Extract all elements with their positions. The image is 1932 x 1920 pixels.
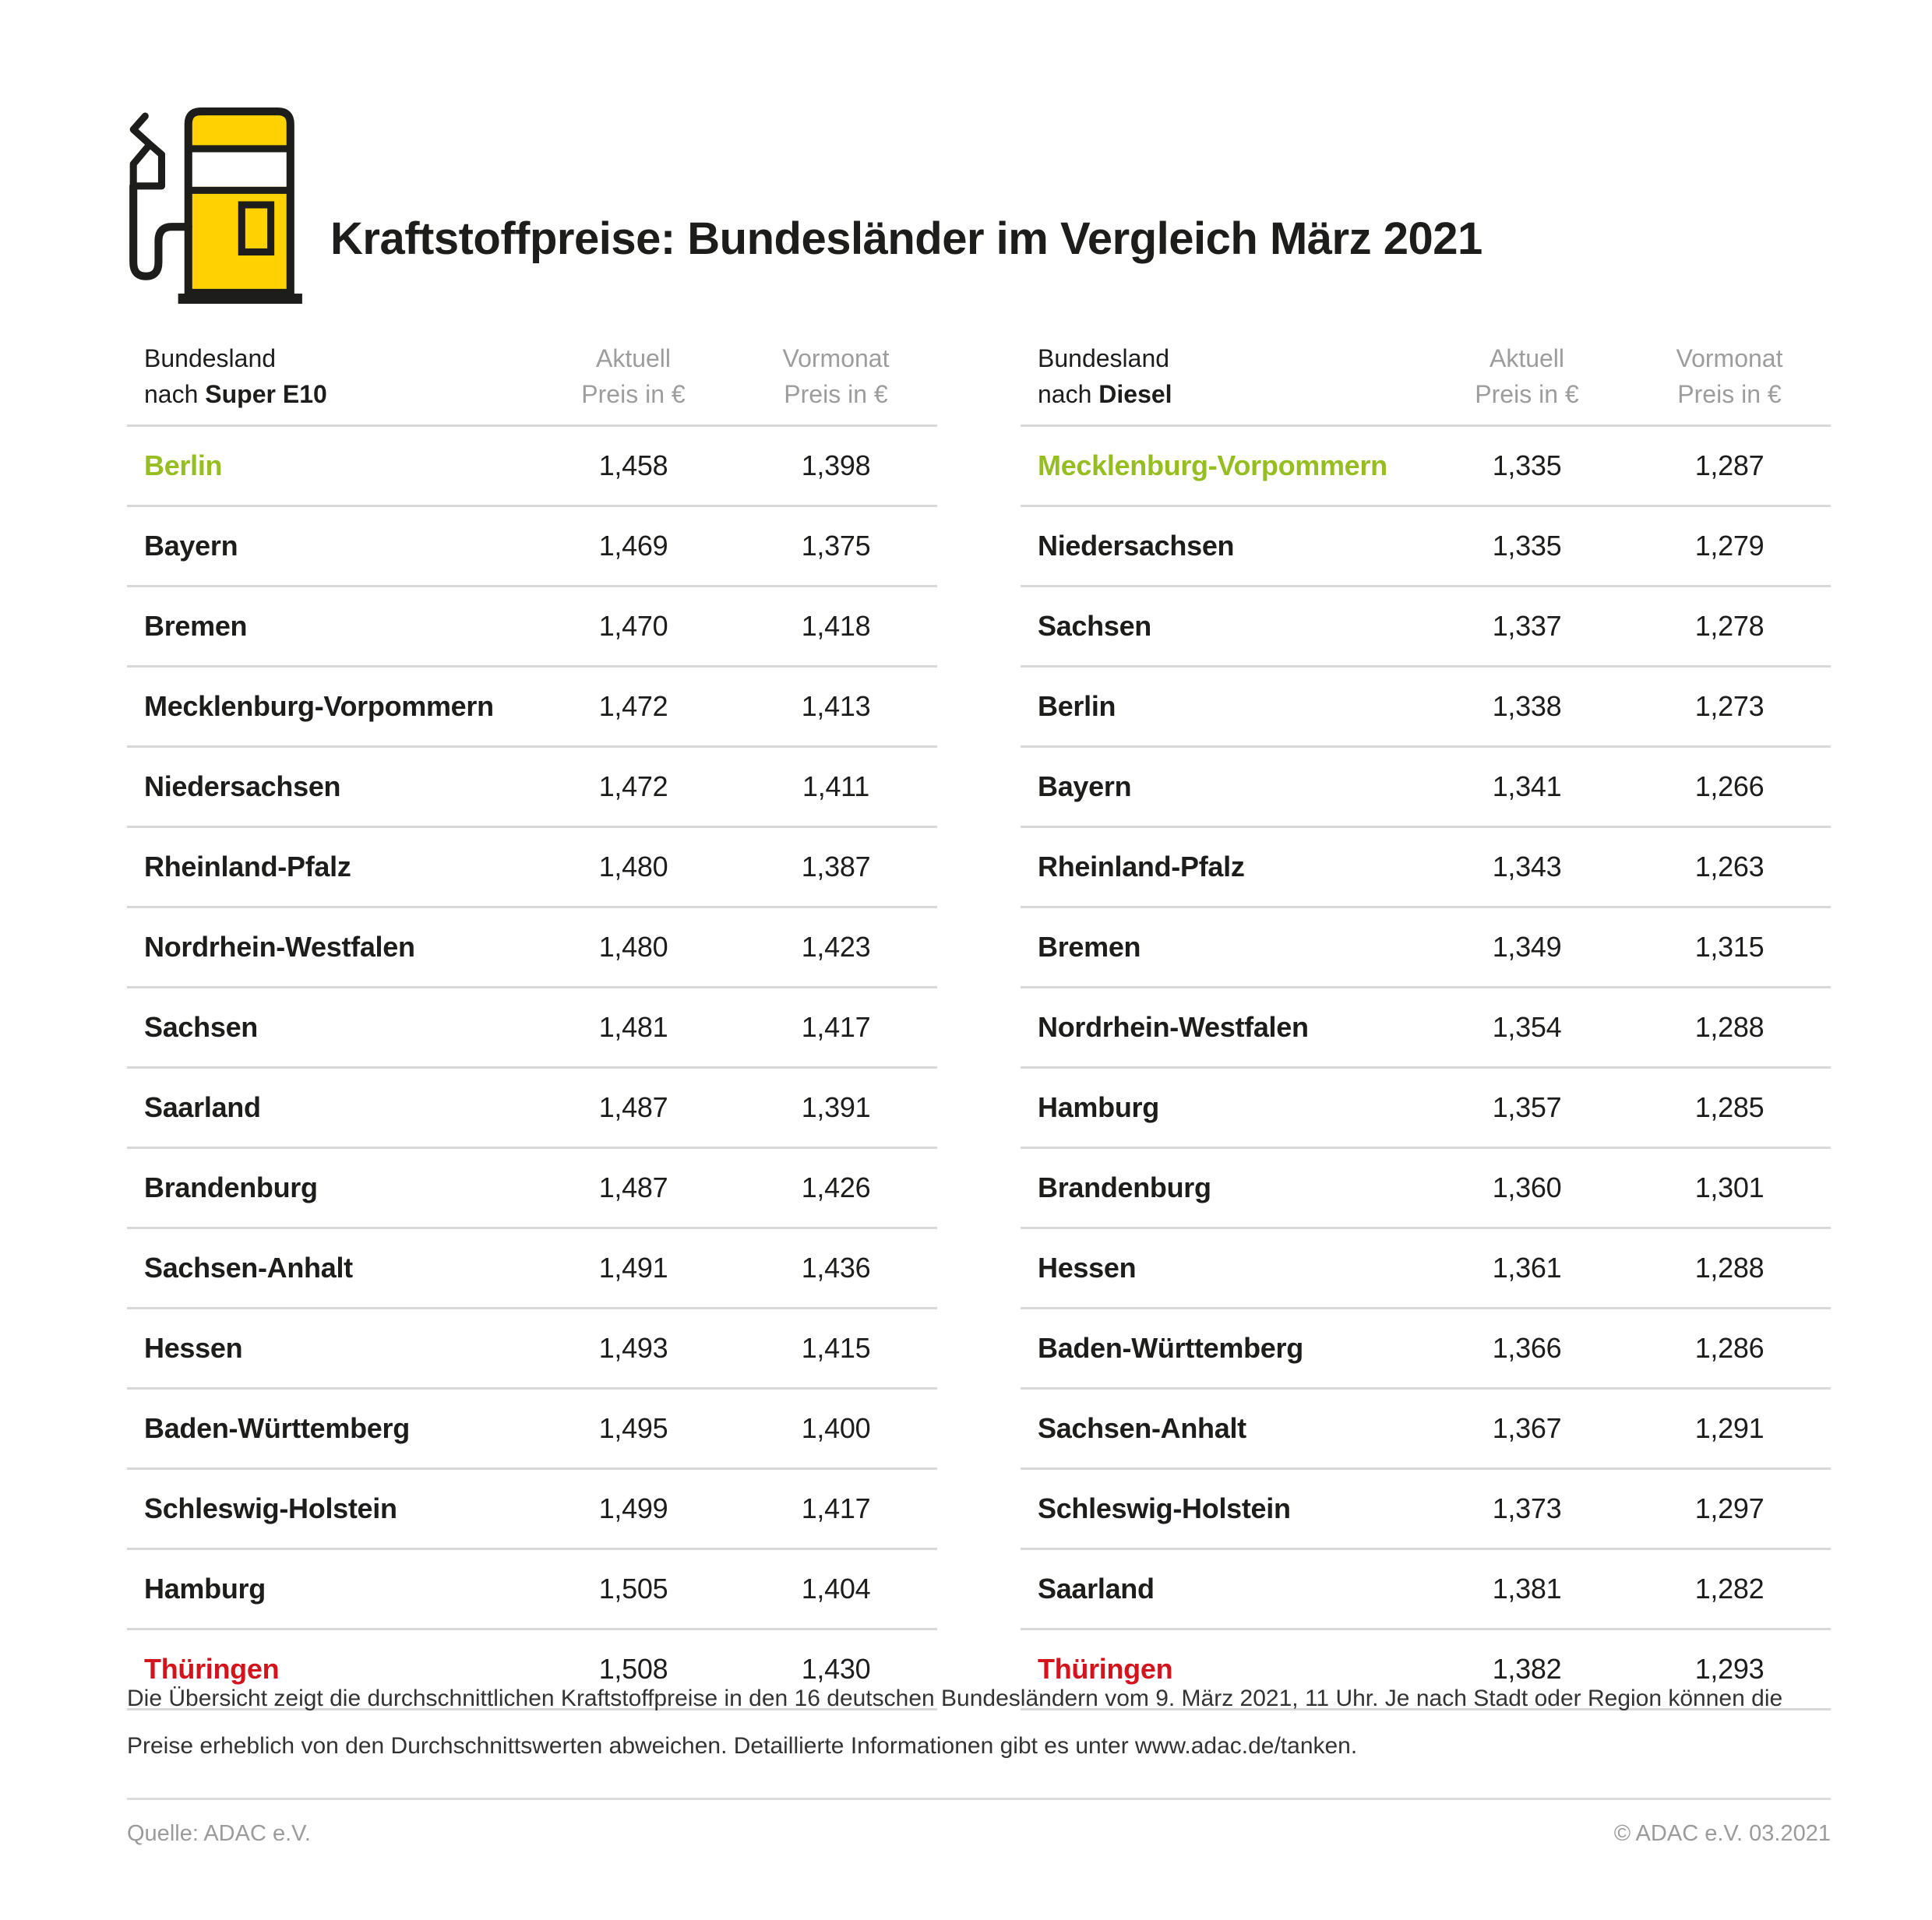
table-row bbox=[127, 507, 937, 587]
vormonat-price: 1,430 bbox=[801, 1653, 871, 1685]
aktuell-price: 1,335 bbox=[1492, 449, 1562, 481]
table-row bbox=[127, 748, 937, 828]
page-title: Kraftstoffpreise: Bundesländer im Vergleich März 2021 bbox=[330, 213, 1482, 265]
aktuell-price: 1,366 bbox=[1492, 1332, 1562, 1364]
footnote-line2: Preise erheblich von den Durchschnittswerten abweichen. Detaillierte Informationen gibt es unter www.adac.de/tanken. bbox=[127, 1733, 1358, 1759]
table-row bbox=[1021, 1550, 1831, 1630]
vormonat-price: 1,301 bbox=[1694, 1171, 1765, 1203]
aktuell-price: 1,487 bbox=[598, 1091, 668, 1123]
vormonat-price: 1,263 bbox=[1694, 851, 1765, 882]
state-name: Bremen bbox=[1038, 931, 1141, 963]
vormonat-price: 1,273 bbox=[1694, 690, 1765, 722]
column-header-state-prefix: nach bbox=[144, 380, 206, 408]
aktuell-price: 1,354 bbox=[1492, 1011, 1562, 1043]
table-row bbox=[1021, 988, 1831, 1069]
table-row bbox=[127, 1550, 937, 1630]
column-header-aktuell: Aktuell Preis in € bbox=[581, 344, 686, 408]
aktuell-price: 1,481 bbox=[598, 1011, 668, 1043]
table-row bbox=[1021, 587, 1831, 668]
vormonat-price: 1,286 bbox=[1694, 1332, 1765, 1364]
fuel-pump-icon bbox=[123, 107, 304, 304]
state-name: Sachsen-Anhalt bbox=[144, 1252, 353, 1284]
table-row bbox=[127, 908, 937, 988]
aktuell-price: 1,361 bbox=[1492, 1252, 1562, 1284]
state-name: Niedersachsen bbox=[1038, 530, 1235, 562]
aktuell-price: 1,487 bbox=[598, 1171, 668, 1203]
aktuell-price: 1,480 bbox=[598, 851, 668, 882]
aktuell-price: 1,337 bbox=[1492, 610, 1562, 642]
vormonat-price: 1,266 bbox=[1694, 770, 1765, 802]
table-row bbox=[127, 1149, 937, 1229]
state-name: Bayern bbox=[144, 530, 238, 562]
state-name: Mecklenburg-Vorpommern bbox=[144, 690, 494, 722]
vormonat-price: 1,417 bbox=[801, 1011, 871, 1043]
state-name: Hessen bbox=[1038, 1252, 1137, 1284]
state-name: Rheinland-Pfalz bbox=[144, 851, 351, 882]
state-name: Sachsen bbox=[1038, 610, 1151, 642]
aktuell-price: 1,508 bbox=[598, 1653, 668, 1685]
vormonat-price: 1,415 bbox=[801, 1332, 871, 1364]
vormonat-price: 1,288 bbox=[1694, 1252, 1765, 1284]
state-name: Niedersachsen bbox=[144, 770, 341, 802]
state-name: Berlin bbox=[1038, 690, 1116, 722]
table-row bbox=[127, 1309, 937, 1390]
state-name: Bayern bbox=[1038, 770, 1132, 802]
table-row bbox=[127, 1390, 937, 1470]
table-row bbox=[127, 427, 937, 507]
vormonat-price: 1,411 bbox=[802, 770, 869, 802]
price-tables bbox=[127, 340, 1831, 1710]
table-row bbox=[127, 1470, 937, 1550]
aktuell-price: 1,499 bbox=[598, 1492, 668, 1524]
vormonat-price: 1,404 bbox=[801, 1573, 871, 1605]
table-row bbox=[1021, 427, 1831, 507]
state-name: Hessen bbox=[144, 1332, 243, 1364]
vormonat-price: 1,315 bbox=[1694, 931, 1765, 963]
vormonat-price: 1,278 bbox=[1694, 610, 1765, 642]
diesel-table bbox=[1021, 340, 1831, 1710]
table-row bbox=[1021, 1149, 1831, 1229]
fuel-type-label: Super E10 bbox=[205, 380, 327, 408]
vormonat-price: 1,426 bbox=[801, 1171, 871, 1203]
aktuell-price: 1,458 bbox=[598, 449, 668, 481]
vormonat-price: 1,282 bbox=[1694, 1573, 1765, 1605]
copyright-label: © ADAC e.V. 03.2021 bbox=[1613, 1821, 1831, 1846]
aktuell-price: 1,367 bbox=[1492, 1412, 1562, 1444]
aktuell-price: 1,343 bbox=[1492, 851, 1562, 882]
aktuell-price: 1,472 bbox=[598, 690, 668, 722]
vormonat-price: 1,285 bbox=[1694, 1091, 1765, 1123]
fuel-type-label: Diesel bbox=[1098, 380, 1172, 408]
aktuell-price: 1,382 bbox=[1492, 1653, 1562, 1685]
footnote-line1: Die Übersicht zeigt die durchschnittlichen Kraftstoffpreise in den 16 deutschen Bundesländern vom 9. März 2021, 11 Uhr. Je nach Stadt oder Region können die bbox=[127, 1686, 1783, 1711]
state-name: Schleswig-Holstein bbox=[1038, 1492, 1291, 1524]
vormonat-price: 1,387 bbox=[801, 851, 871, 882]
table-row bbox=[1021, 908, 1831, 988]
state-name: Schleswig-Holstein bbox=[144, 1492, 397, 1524]
vormonat-price: 1,436 bbox=[801, 1252, 871, 1284]
state-name: Bremen bbox=[144, 610, 248, 642]
state-name: Mecklenburg-Vorpommern bbox=[1038, 449, 1387, 481]
state-name: Thüringen bbox=[1038, 1653, 1173, 1685]
table-row bbox=[1021, 1069, 1831, 1149]
column-header-state bbox=[1021, 340, 1426, 412]
state-name: Baden-Württemberg bbox=[1038, 1332, 1303, 1364]
state-name: Hamburg bbox=[144, 1573, 266, 1605]
aktuell-price: 1,373 bbox=[1492, 1492, 1562, 1524]
aktuell-price: 1,472 bbox=[598, 770, 668, 802]
aktuell-price: 1,469 bbox=[598, 530, 668, 562]
table-row bbox=[127, 828, 937, 908]
aktuell-price: 1,335 bbox=[1492, 530, 1562, 562]
table-row bbox=[1021, 1309, 1831, 1390]
aktuell-price: 1,338 bbox=[1492, 690, 1562, 722]
table-row bbox=[1021, 748, 1831, 828]
table-rows bbox=[1021, 427, 1831, 1710]
table-row bbox=[127, 1229, 937, 1309]
state-name: Berlin bbox=[144, 449, 223, 481]
table-row bbox=[1021, 1390, 1831, 1470]
table-row bbox=[1021, 668, 1831, 748]
table-row bbox=[127, 668, 937, 748]
aktuell-price: 1,495 bbox=[598, 1412, 668, 1444]
aktuell-price: 1,357 bbox=[1492, 1091, 1562, 1123]
column-header-state-prefix: nach bbox=[1038, 380, 1099, 408]
aktuell-price: 1,470 bbox=[598, 610, 668, 642]
vormonat-price: 1,375 bbox=[801, 530, 871, 562]
state-name: Hamburg bbox=[1038, 1091, 1159, 1123]
table-row bbox=[127, 1069, 937, 1149]
table-row bbox=[127, 988, 937, 1069]
vormonat-price: 1,417 bbox=[801, 1492, 871, 1524]
table-row bbox=[127, 587, 937, 668]
state-name: Brandenburg bbox=[1038, 1171, 1211, 1203]
footer bbox=[127, 1821, 1831, 1847]
aktuell-price: 1,491 bbox=[598, 1252, 668, 1284]
state-name: Brandenburg bbox=[144, 1171, 318, 1203]
state-name: Sachsen bbox=[144, 1011, 258, 1043]
column-header-state-line1: Bundesland bbox=[1038, 344, 1170, 372]
footer-divider bbox=[127, 1798, 1831, 1800]
state-name: Rheinland-Pfalz bbox=[1038, 851, 1245, 882]
column-header-state-line1: Bundesland bbox=[144, 344, 277, 372]
vormonat-price: 1,413 bbox=[801, 690, 871, 722]
column-header-aktuell: Aktuell Preis in € bbox=[1475, 344, 1579, 408]
footnote bbox=[127, 1675, 1856, 1770]
vormonat-price: 1,288 bbox=[1694, 1011, 1765, 1043]
aktuell-price: 1,480 bbox=[598, 931, 668, 963]
state-name: Sachsen-Anhalt bbox=[1038, 1412, 1246, 1444]
table-row bbox=[1021, 1229, 1831, 1309]
vormonat-price: 1,398 bbox=[801, 449, 871, 481]
super-e10-table bbox=[127, 340, 937, 1710]
state-name: Thüringen bbox=[144, 1653, 280, 1685]
aktuell-price: 1,381 bbox=[1492, 1573, 1562, 1605]
state-name: Nordrhein-Westfalen bbox=[1038, 1011, 1309, 1043]
table-header bbox=[1021, 340, 1831, 427]
table-row bbox=[1021, 828, 1831, 908]
state-name: Saarland bbox=[1038, 1573, 1155, 1605]
table-row bbox=[1021, 507, 1831, 587]
column-header-vormonat: Vormonat Preis in € bbox=[782, 344, 890, 408]
vormonat-price: 1,293 bbox=[1694, 1653, 1765, 1685]
vormonat-price: 1,400 bbox=[801, 1412, 871, 1444]
aktuell-price: 1,505 bbox=[598, 1573, 668, 1605]
header bbox=[123, 107, 1482, 304]
vormonat-price: 1,287 bbox=[1694, 449, 1765, 481]
vormonat-price: 1,418 bbox=[801, 610, 871, 642]
table-row bbox=[1021, 1470, 1831, 1550]
state-name: Saarland bbox=[144, 1091, 261, 1123]
vormonat-price: 1,423 bbox=[801, 931, 871, 963]
aktuell-price: 1,493 bbox=[598, 1332, 668, 1364]
column-header-vormonat: Vormonat Preis in € bbox=[1676, 344, 1783, 408]
state-name: Nordrhein-Westfalen bbox=[144, 931, 415, 963]
table-header bbox=[127, 340, 937, 427]
vormonat-price: 1,279 bbox=[1694, 530, 1765, 562]
vormonat-price: 1,297 bbox=[1694, 1492, 1765, 1524]
vormonat-price: 1,291 bbox=[1694, 1412, 1765, 1444]
aktuell-price: 1,341 bbox=[1492, 770, 1562, 802]
state-name: Baden-Württemberg bbox=[144, 1412, 410, 1444]
column-header-state bbox=[127, 340, 532, 412]
aktuell-price: 1,349 bbox=[1492, 931, 1562, 963]
vormonat-price: 1,391 bbox=[801, 1091, 871, 1123]
source-label: Quelle: ADAC e.V. bbox=[127, 1821, 311, 1846]
table-rows bbox=[127, 427, 937, 1710]
aktuell-price: 1,360 bbox=[1492, 1171, 1562, 1203]
